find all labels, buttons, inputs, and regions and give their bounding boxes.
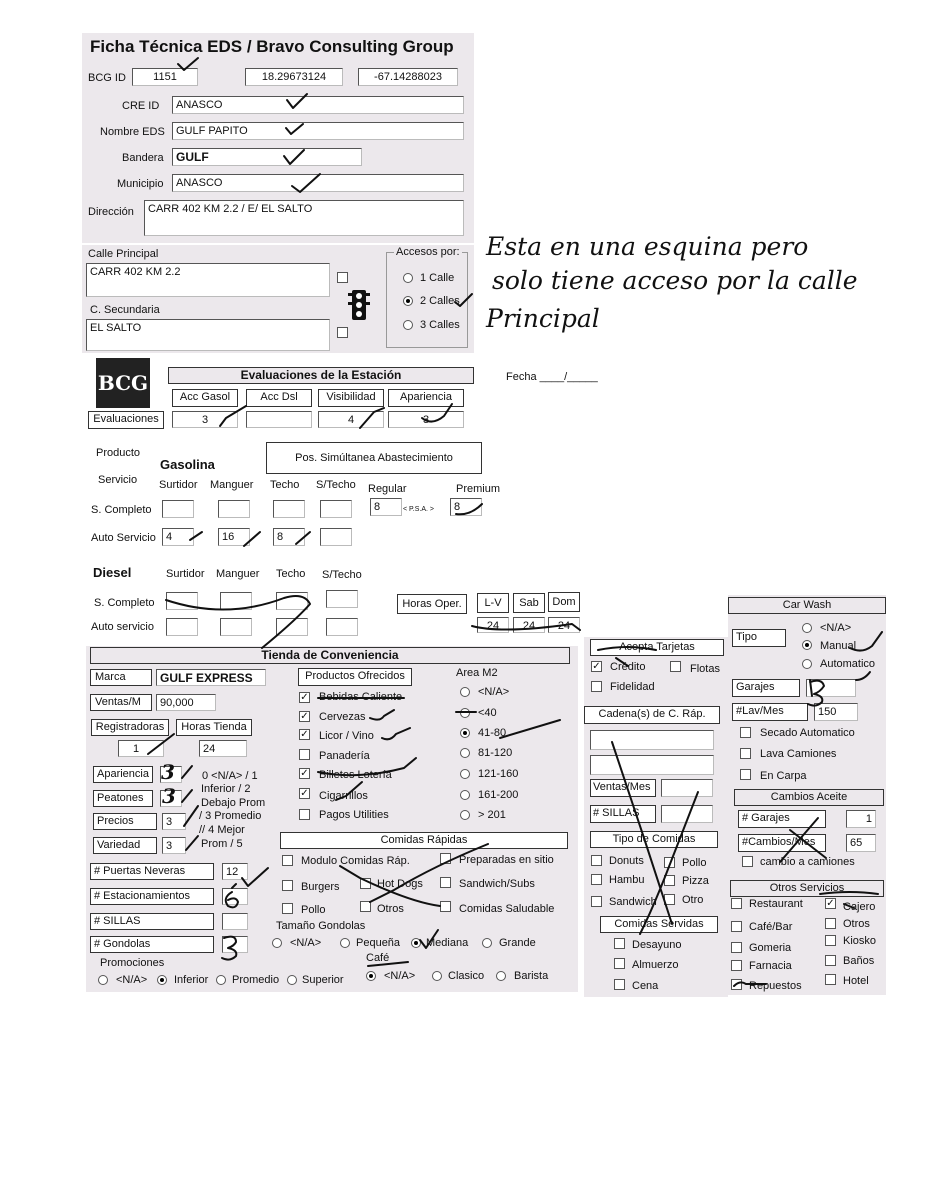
cafe-barista: Barista (514, 970, 549, 982)
prod-licor: Licor / Vino (319, 730, 374, 742)
area-radio-40[interactable] (460, 708, 470, 718)
c-secundaria-field[interactable]: EL SALTO (86, 319, 330, 351)
svc-banos-checkbox[interactable] (825, 955, 836, 966)
svc-kiosko: Kiosko (843, 935, 877, 947)
municipio-label: Municipio (117, 178, 164, 190)
aceite-cambios-field[interactable]: 65 (846, 834, 876, 852)
cafe-clasico: Clasico (448, 970, 485, 982)
handwritten-note-3: Principal (486, 304, 600, 333)
svc-repuestos-checkbox[interactable] (731, 979, 742, 990)
comida-pollo: Pollo (301, 904, 326, 916)
tam-grande: Grande (499, 937, 536, 949)
area-201: > 201 (478, 809, 506, 821)
eval-col-acc-gasol: Acc Gasol (172, 389, 238, 407)
otros-servicios-header: Otros Servicios (730, 880, 884, 897)
tipo-pollo-checkbox[interactable] (664, 857, 675, 868)
cadena-sillas-label: # SILLAS (590, 805, 656, 823)
en-carpa-label: En Carpa (760, 770, 807, 782)
puertas-neveras-label: # Puertas Neveras (90, 863, 214, 880)
promociones-title: Promociones (100, 957, 165, 969)
ventas-field[interactable]: 90,000 (156, 694, 216, 711)
serv-almuerzo: Almuerzo (632, 959, 679, 971)
registradoras-field[interactable]: 1 (118, 740, 164, 757)
diesel-col-surtidor: Surtidor (166, 568, 205, 580)
cafe-radio-na[interactable] (366, 971, 376, 981)
area-title: Area M2 (456, 667, 498, 679)
tipo-hambu-checkbox[interactable] (591, 874, 602, 885)
scale-2: Inferior / 2 (201, 783, 251, 795)
comida-preparadas-checkbox[interactable] (440, 853, 451, 864)
lava-camiones-label: Lava Camiones (760, 748, 837, 760)
comida-saludable-checkbox[interactable] (440, 901, 451, 912)
gondolas-field[interactable] (222, 936, 248, 953)
svc-repuestos: Repuestos (749, 980, 802, 992)
prod-loteria-checkbox[interactable]: ✓ (300, 768, 309, 779)
cafe-radio-barista[interactable] (496, 971, 506, 981)
garajes-label: Garajes (732, 679, 800, 697)
evaluaciones-header: Evaluaciones de la Estación (168, 367, 474, 384)
promo-radio-na[interactable] (98, 975, 108, 985)
cambio-camiones-label: cambio a camiones (760, 856, 855, 868)
svc-gomeria: Gomeria (749, 942, 792, 954)
eval-col-acc-dsl: Acc Dsl (246, 389, 312, 407)
prod-licor-checkbox[interactable]: ✓ (300, 729, 309, 740)
en-carpa-checkbox[interactable] (740, 769, 751, 780)
gas-as-stecho[interactable] (320, 528, 352, 546)
puertas-neveras-field[interactable]: 12 (222, 863, 248, 880)
promo-promedio: Promedio (232, 974, 280, 986)
cambio-camiones-checkbox[interactable] (742, 856, 753, 867)
cre-id-label: CRE ID (122, 100, 160, 112)
accesos-radio-1[interactable] (403, 273, 413, 283)
tam-radio-mediana[interactable] (411, 938, 421, 948)
diesel-col-manguer: Manguer (216, 568, 260, 580)
gas-sc-stecho[interactable] (320, 500, 352, 518)
svc-banos: Baños (843, 955, 875, 967)
ventas-mes-label: Ventas/Mes (590, 779, 656, 797)
diesel-title: Diesel (93, 565, 132, 580)
rating-apariencia-label: Apariencia (93, 766, 153, 783)
ventas-label: Ventas/M (90, 694, 152, 711)
ventas-mes-field[interactable] (661, 779, 713, 797)
accesos-opt-3: 3 Calles (420, 319, 460, 331)
evaluaciones-button[interactable]: Evaluaciones (88, 411, 164, 429)
diesel-col-techo: Techo (276, 568, 306, 580)
cafe-radio-clasico[interactable] (432, 971, 442, 981)
tipo-sandwich: Sandwich (609, 896, 657, 908)
area-na: <N/A> (478, 686, 510, 698)
tam-radio-pequena[interactable] (340, 938, 350, 948)
comida-saludable: Comidas Saludable (459, 903, 555, 915)
promo-radio-inferior[interactable] (157, 975, 167, 985)
bandera-field[interactable]: GULF (172, 148, 362, 166)
carwash-radio-na[interactable] (802, 623, 812, 633)
gas-col-manguer: Manguer (210, 479, 254, 491)
tarjeta-flotas-checkbox[interactable] (670, 661, 681, 672)
comida-otros: Otros (377, 903, 404, 915)
gas-row-scompleto: S. Completo (91, 504, 152, 516)
prod-loteria: Billetes Lotería (319, 769, 392, 781)
scale-4: / 3 Promedio (199, 810, 262, 822)
gas-sc-surtidor[interactable] (162, 500, 194, 518)
premium-label: Premium (456, 483, 501, 495)
carwash-manual: Manual (820, 640, 857, 652)
fecha-label: Fecha ____/_____ (506, 371, 598, 383)
diesel-as-techo[interactable] (276, 618, 308, 636)
prod-cigarrillos-checkbox[interactable]: ✓ (300, 788, 309, 799)
sillas-field[interactable] (222, 913, 248, 930)
scale-3: Debajo Prom (201, 797, 266, 809)
comida-modulo-checkbox[interactable] (282, 855, 293, 866)
eval-col-visibilidad: Visibilidad (318, 389, 384, 407)
rating-precios-label: Precios (93, 813, 157, 830)
rating-variedad-field[interactable]: 3 (162, 837, 186, 854)
tarjeta-fidelidad: Fidelidad (610, 681, 655, 693)
horas-lv-field[interactable]: 24 (477, 617, 509, 633)
comida-otros-checkbox[interactable] (360, 901, 371, 912)
tipo-sandwich-checkbox[interactable] (591, 896, 602, 907)
tarjeta-credito-checkbox[interactable]: ✓ (592, 661, 601, 672)
diesel-row-scompleto: S. Completo (94, 597, 155, 609)
aceite-cambios-label: #Cambios/Mes (738, 834, 826, 852)
accesos-opt-1: 1 Calle (420, 272, 455, 284)
svc-restaurant-checkbox[interactable] (731, 898, 742, 909)
sillas-label: # SILLAS (90, 913, 214, 930)
serv-almuerzo-checkbox[interactable] (614, 958, 625, 969)
area-161-200: 161-200 (478, 789, 519, 801)
promo-inferior: Inferior (174, 974, 209, 986)
area-radio-na[interactable] (460, 687, 470, 697)
cadena-field-2[interactable] (590, 755, 714, 775)
comida-preparadas: Preparadas en sitio (459, 854, 554, 866)
psa-label: < P.S.A. > (403, 506, 435, 513)
svc-restaurant: Restaurant (749, 898, 803, 910)
regular-label: Regular (368, 483, 407, 495)
marca-label: Marca (90, 669, 152, 686)
gas-sc-manguer[interactable] (218, 500, 250, 518)
traffic-light-icon (348, 290, 370, 320)
diesel-col-stecho: S/Techo (322, 569, 362, 581)
tarjeta-flotas: Flotas (690, 663, 720, 675)
bandera-label: Bandera (122, 152, 164, 164)
gondolas-label: # Gondolas (90, 936, 214, 953)
diesel-sc-techo[interactable] (276, 592, 308, 610)
calle-principal-checkbox[interactable] (337, 272, 348, 283)
comida-burgers: Burgers (301, 881, 340, 893)
svc-cajero: Cajero (843, 901, 876, 913)
cadena-header: Cadena(s) de C. Ráp. (584, 706, 720, 724)
horas-dom-field[interactable]: 24 (548, 617, 580, 633)
cre-id-field[interactable]: ANASCO (172, 96, 464, 114)
area-radio-161-200[interactable] (460, 790, 470, 800)
diesel-as-manguer[interactable] (220, 618, 252, 636)
registradoras-label: Registradoras (91, 719, 169, 736)
tam-na: <N/A> (290, 937, 322, 949)
svc-cafebar-checkbox[interactable] (731, 921, 742, 932)
svc-otros-checkbox[interactable] (825, 918, 836, 929)
gasolina-title: Gasolina (160, 457, 215, 472)
svc-kiosko-checkbox[interactable] (825, 935, 836, 946)
serv-desayuno: Desayuno (632, 939, 682, 951)
diesel-as-stecho[interactable] (326, 618, 358, 636)
municipio-field[interactable]: ANASCO (172, 174, 464, 192)
tam-pequena: Pequeña (356, 937, 401, 949)
svc-cajero-checkbox[interactable]: ✓ (826, 898, 835, 909)
eval-acc-gasol-field[interactable]: 3 (172, 411, 238, 428)
lav-mes-label: #Lav/Mes (732, 703, 808, 721)
prod-cigarrillos: Cigarrillos (319, 790, 368, 802)
cambios-aceite-header: Cambios Aceite (734, 789, 884, 806)
prod-pagos: Pagos Utilities (319, 809, 389, 821)
rating-precios-field[interactable]: 3 (162, 813, 186, 830)
hw-apariencia-3: 3 (161, 760, 175, 784)
carwash-radio-manual[interactable] (802, 640, 812, 650)
area-40: <40 (478, 707, 497, 719)
lava-camiones-checkbox[interactable] (740, 748, 751, 759)
tamano-gondolas-title: Tamaño Gondolas (276, 920, 366, 932)
scale-6: Prom / 5 (201, 838, 243, 850)
longitude-field[interactable]: -67.14288023 (358, 68, 458, 86)
tipo-comidas-header: Tipo de Comidas (590, 831, 718, 848)
carwash-na: <N/A> (820, 622, 852, 634)
tipo-hambu: Hambu (609, 874, 645, 886)
prod-panaderia: Panadería (319, 750, 370, 762)
pos-simultanea-header: Pos. Simúltanea Abastecimiento (266, 442, 482, 474)
svc-otros: Otros (843, 918, 870, 930)
estacionamientos-label: # Estacionamientos (90, 888, 214, 905)
garajes-field[interactable] (806, 679, 856, 697)
area-radio-121-160[interactable] (460, 769, 470, 779)
area-radio-41-80[interactable] (460, 728, 470, 738)
horas-sab-field[interactable]: 24 (513, 617, 545, 633)
nombre-eds-field[interactable]: GULF PAPITO (172, 122, 464, 140)
comidas-servidas-header: Comidas Servidas (600, 916, 718, 933)
serv-cena-checkbox[interactable] (614, 979, 625, 990)
tipo-donuts-checkbox[interactable] (591, 855, 602, 866)
serv-desayuno-checkbox[interactable] (614, 938, 625, 949)
scale-1: 0 <N/A> / 1 (202, 770, 258, 782)
promo-superior: Superior (302, 974, 344, 986)
svc-farmacia: Farnacia (749, 960, 792, 972)
tarjeta-credito: Crédito (610, 661, 646, 673)
estacionamientos-field[interactable] (222, 888, 248, 905)
promo-radio-promedio[interactable] (216, 975, 226, 985)
comida-sandwich-checkbox[interactable] (440, 877, 451, 888)
c-secundaria-checkbox[interactable] (337, 327, 348, 338)
eval-col-apariencia: Apariencia (388, 389, 464, 407)
gas-as-techo[interactable]: 8 (273, 528, 305, 546)
tarjetas-header: Acepta Tarjetas (590, 639, 724, 656)
comidas-rapidas-header: Comidas Rápidas (280, 832, 568, 849)
gas-as-surtidor[interactable]: 4 (162, 528, 194, 546)
form-title: Ficha Técnica EDS / Bravo Consulting Group (90, 37, 454, 56)
cafe-title: Café (366, 952, 390, 964)
serv-cena: Cena (632, 980, 659, 992)
horas-tienda-field[interactable]: 24 (199, 740, 247, 757)
svc-farmacia-checkbox[interactable] (731, 960, 742, 971)
comida-hotdogs-checkbox[interactable] (360, 878, 371, 889)
producto-label: Producto (96, 447, 141, 459)
bcg-id-label: BCG ID (88, 72, 126, 84)
carwash-automatico: Automatico (820, 658, 876, 670)
accesos-radio-3[interactable] (403, 320, 413, 330)
bcg-logo: BCG (96, 358, 150, 408)
gas-regular-field[interactable]: 8 (370, 498, 402, 516)
carwash-tipo-label: Tipo (732, 629, 786, 647)
accesos-title: Accesos por: (396, 246, 460, 258)
direccion-label: Dirección (88, 206, 134, 218)
servicio-label: Servicio (98, 474, 138, 486)
svc-cafebar: Café/Bar (749, 921, 793, 933)
diesel-sc-manguer[interactable] (220, 592, 252, 610)
tipo-pollo: Pollo (682, 857, 707, 869)
calle-principal-label: Calle Principal (88, 248, 159, 260)
aceite-garajes-label: # Garajes (738, 810, 826, 828)
diesel-sc-surtidor[interactable] (166, 592, 198, 610)
prod-cervezas-checkbox[interactable]: ✓ (300, 711, 309, 722)
prod-panaderia-checkbox[interactable] (299, 749, 310, 760)
area-radio-201[interactable] (460, 810, 470, 820)
comida-burgers-checkbox[interactable] (282, 880, 293, 891)
tarjeta-fidelidad-checkbox[interactable] (591, 681, 602, 692)
lav-mes-field[interactable]: 150 (814, 703, 858, 721)
gas-as-manguer[interactable]: 16 (218, 528, 250, 546)
area-radio-81-120[interactable] (460, 748, 470, 758)
eval-apariencia-field[interactable]: 3 (388, 411, 464, 428)
calle-principal-field[interactable]: CARR 402 KM 2.2 (86, 263, 330, 297)
svc-gomeria-checkbox[interactable] (731, 942, 742, 953)
secado-label: Secado Automatico (760, 727, 855, 739)
tipo-donuts: Donuts (609, 855, 644, 867)
scale-5: // 4 Mejor (199, 824, 245, 836)
secado-checkbox[interactable] (740, 727, 751, 738)
comida-modulo: Modulo Comidas Ráp. (301, 855, 410, 867)
direccion-field[interactable]: CARR 402 KM 2.2 / E/ EL SALTO (144, 200, 464, 236)
accesos-opt-2: 2 Calles (420, 295, 460, 307)
handwritten-note-2: solo tiene acceso por la calle (492, 266, 858, 295)
prod-pagos-checkbox[interactable] (299, 809, 310, 820)
horas-tienda-label: Horas Tienda (176, 719, 252, 736)
gas-col-techo: Techo (270, 479, 300, 491)
area-41-80: 41-80 (478, 727, 507, 739)
comida-pollo-checkbox[interactable] (282, 903, 293, 914)
gas-col-stecho: S/Techo (316, 479, 356, 491)
prod-bebidas-checkbox[interactable]: ✓ (300, 692, 309, 703)
rating-variedad-label: Variedad (93, 837, 157, 854)
gas-row-autoservicio: Auto Servicio (91, 532, 156, 544)
handwritten-note-1: Esta en una esquina pero (486, 232, 809, 261)
diesel-sc-stecho[interactable] (326, 590, 358, 608)
eval-visibilidad-field[interactable]: 4 (318, 411, 384, 428)
c-secundaria-label: C. Secundaria (90, 304, 160, 316)
tipo-otro: Otro (682, 894, 704, 906)
horas-col-dom: Dom (548, 592, 580, 612)
diesel-row-autoservicio: Auto servicio (91, 621, 154, 633)
tienda-header: Tienda de Conveniencia (90, 647, 570, 664)
gas-premium-field[interactable]: 8 (450, 498, 482, 516)
comida-sandwich: Sandwich/Subs (459, 878, 535, 890)
cadena-field-1[interactable] (590, 730, 714, 750)
tipo-pizza: Pizza (682, 875, 709, 887)
accesos-radio-2[interactable] (403, 296, 413, 306)
cafe-na: <N/A> (384, 970, 416, 982)
prod-bebidas: Bebidas Caliente (319, 691, 403, 703)
horas-oper-button[interactable]: Horas Oper. (397, 594, 467, 614)
svc-hotel: Hotel (843, 975, 869, 987)
gas-sc-techo[interactable] (273, 500, 305, 518)
tam-radio-na[interactable] (272, 938, 282, 948)
gas-col-surtidor: Surtidor (159, 479, 198, 491)
rating-peatones-label: Peatones (93, 790, 153, 807)
tipo-otro-checkbox[interactable] (664, 894, 675, 905)
area-121-160: 121-160 (478, 768, 519, 780)
promo-na: <N/A> (116, 974, 148, 986)
cadena-sillas-field[interactable] (661, 805, 713, 823)
carwash-header: Car Wash (728, 597, 886, 614)
tam-radio-grande[interactable] (482, 938, 492, 948)
latitude-field[interactable]: 18.29673124 (245, 68, 343, 86)
productos-header: Productos Ofrecidos (298, 668, 412, 686)
eval-acc-dsl-field[interactable] (246, 411, 312, 428)
carwash-radio-automatico[interactable] (802, 659, 812, 669)
tam-mediana: Mediana (426, 937, 469, 949)
comida-hotdogs: Hot Dogs (377, 878, 423, 890)
diesel-as-surtidor[interactable] (166, 618, 198, 636)
promo-radio-superior[interactable] (287, 975, 297, 985)
bcg-id-field[interactable]: 1151 (132, 68, 198, 86)
horas-col-lv: L-V (477, 593, 509, 613)
aceite-garajes-field[interactable]: 1 (846, 810, 876, 828)
svc-hotel-checkbox[interactable] (825, 974, 836, 985)
nombre-eds-label: Nombre EDS (100, 126, 165, 138)
hw-peatones-3: 3 (162, 784, 176, 808)
tipo-pizza-checkbox[interactable] (664, 875, 675, 886)
area-81-120: 81-120 (478, 747, 513, 759)
marca-field[interactable]: GULF EXPRESS (156, 669, 266, 686)
horas-col-sab: Sab (513, 593, 545, 613)
prod-cervezas: Cervezas (319, 711, 366, 723)
